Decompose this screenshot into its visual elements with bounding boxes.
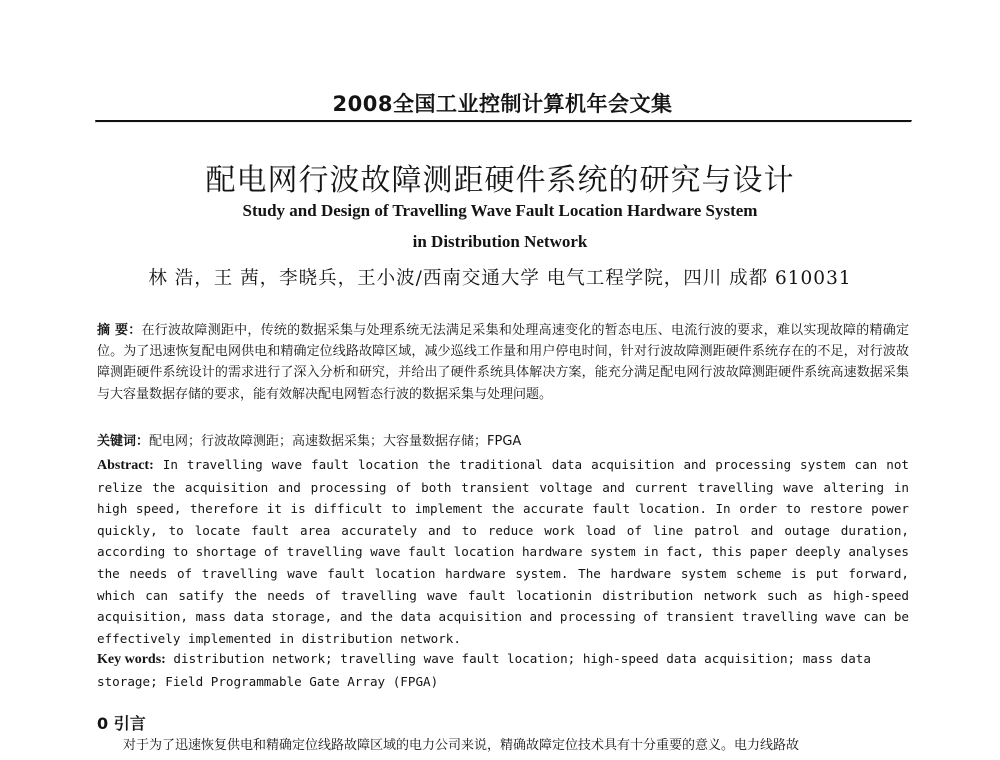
keywords-english-text: distribution network; travelling wave fault location; high-speed data acquisition; mass data storage; Field Programmable Gate Array (FPGA) xyxy=(97,651,871,689)
introduction-paragraph: 对于为了迅速恢复供电和精确定位线路故障区域的电力公司来说，精确故障定位技术具有十分重要的意义。电力线路故 xyxy=(123,738,800,753)
abstract-english-text: In travelling wave fault location the traditional data acquisition and processing system can not relize the acquisition and processing of both transient voltage and current travelling wave altering in high speed, therefore it is difficult to implement the accurate fault location. In order to restore power quickly, to locate fault area accurately and to reduce work load of line patrol and outage duration, according to shortage of travelling wave fault location hardware system in fact, this paper deeply analyses the needs of travelling wave fault location hardware system. The hardware system scheme is put forward, which can satify the needs of travelling wave fault locationin distribution network such as high-speed acquisition, mass data storage, and the data acquisition and processing of transient travelling wave can be effectively implemented in distribution network. xyxy=(97,457,909,646)
keywords-english-label: Key words: xyxy=(97,652,166,667)
title-english-line-1: Study and Design of Travelling Wave Fault Location Hardware System xyxy=(242,201,758,220)
title-chinese: 配电网行波故障测距硬件系统的研究与设计 xyxy=(205,163,795,198)
abstract-chinese xyxy=(97,320,909,405)
keywords-chinese xyxy=(97,431,909,452)
authors-affiliation: 林 浩，王 茜，李晓兵，王小波/西南交通大学 电气工程学院，四川 成都 610031 xyxy=(148,268,852,289)
abstract-chinese-label: 摘 要： xyxy=(97,323,142,338)
title-english-line-2: in Distribution Network xyxy=(412,232,588,251)
abstract-english xyxy=(97,454,909,649)
abstract-chinese-text: 在行波故障测距中，传统的数据采集与处理系统无法满足采集和处理高速变化的暂态电压、电流行波的要求，难以实现故障的精确定位。为了迅速恢复配电网供电和精确定位线路故障区域，减少巡线工作量和用户停电时间，针对行波故障测距硬件系统存在的不足，对行波故障测距硬件系统设计的需求进行了深入分析和研究，并给出了硬件系统具体解决方案，能充分满足配电网行波故障测距硬件系统高速数据采集与大容量数据存储的要求，能有效解决配电网暂态行波的数据采集与处理问题。 xyxy=(97,323,909,402)
running-header: 2008全国工业控制计算机年会文集 xyxy=(332,92,673,116)
keywords-chinese-label: 关键词： xyxy=(97,434,150,449)
keywords-chinese-text: 配电网；行波故障测距；高速数据采集；大容量数据存储；FPGA xyxy=(149,434,522,449)
abstract-english-label: Abstract: xyxy=(97,458,154,473)
keywords-english xyxy=(97,648,909,692)
header-rule xyxy=(95,120,912,123)
section-heading-introduction: 0 引言 xyxy=(97,714,146,733)
